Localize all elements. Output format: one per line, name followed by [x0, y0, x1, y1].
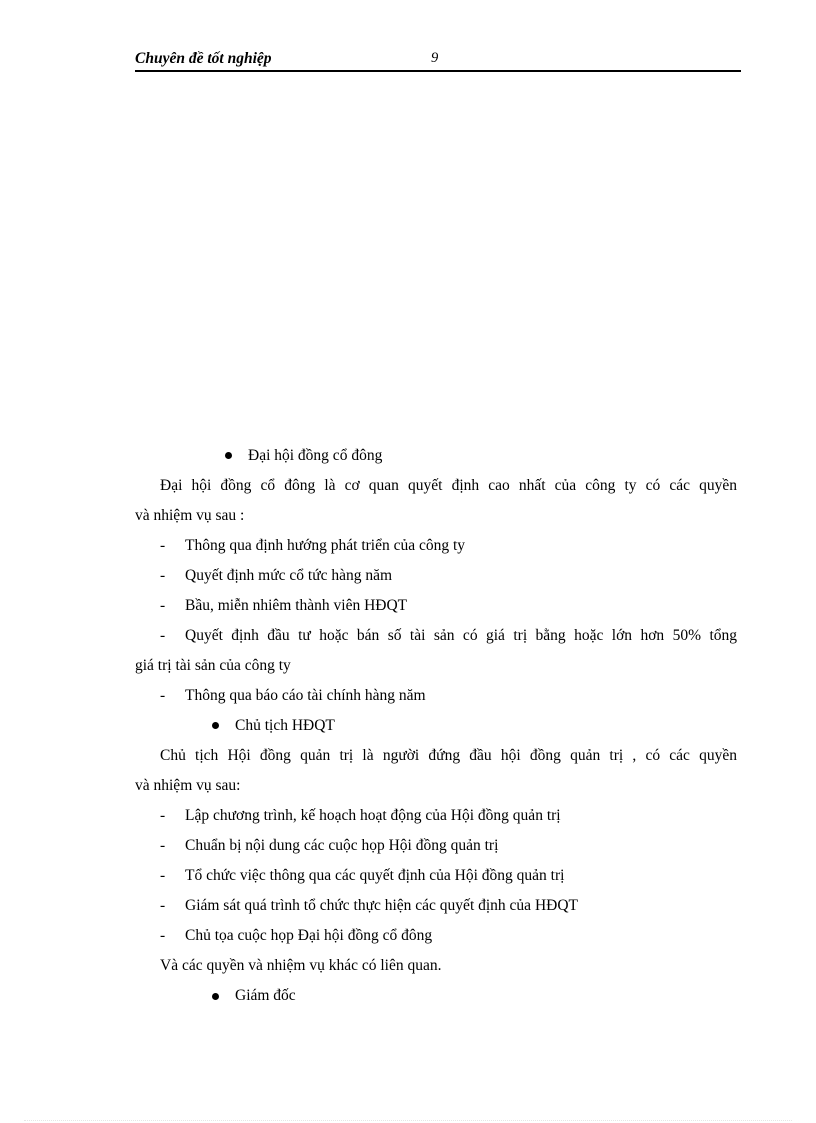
section-heading: Đại hội đồng cổ đông: [248, 447, 383, 464]
list-item: Giám sát quá trình tổ chức thực hiện các quyết định của HĐQT: [185, 897, 578, 914]
bullet-icon: [212, 722, 219, 729]
paragraph-line: Chủ tịch Hội đồng quản trị là người đứng đầu hội đồng quản trị , có các quyền: [160, 747, 737, 764]
section-heading: Giám đốc: [235, 987, 296, 1004]
paragraph-line: và nhiệm vụ sau:: [135, 777, 241, 794]
bullet-icon: [225, 452, 232, 459]
list-dash: -: [160, 687, 166, 704]
list-item: Thông qua báo cáo tài chính hàng năm: [185, 687, 426, 704]
list-item: Tổ chức việc thông qua các quyết định của Hội đồng quản trị: [185, 867, 565, 884]
paragraph-line: Và các quyền và nhiệm vụ khác có liên quan.: [160, 957, 442, 974]
list-dash: -: [160, 837, 166, 854]
list-item: Thông qua định hướng phát triển của công ty: [185, 537, 466, 554]
bullet-icon: [212, 993, 219, 1000]
list-item: Chủ tọa cuộc họp Đại hội đồng cổ đông: [185, 927, 433, 944]
section-heading: Chủ tịch HĐQT: [235, 717, 335, 734]
list-dash: -: [160, 867, 166, 884]
list-item-continuation: giá trị tài sản của công ty: [135, 657, 291, 674]
list-item: Lập chương trình, kế hoạch hoạt động của Hội đồng quản trị: [185, 807, 561, 824]
list-dash: -: [160, 567, 166, 584]
list-item: Quyết định đầu tư hoặc bán số tài sản có giá trị bằng hoặc lớn hơn 50% tổng: [185, 627, 737, 644]
page-header: [135, 46, 741, 72]
list-dash: -: [160, 897, 166, 914]
document-title: Chuyên đề tốt nghiệp: [135, 50, 272, 67]
list-dash: -: [160, 807, 166, 824]
list-dash: -: [160, 537, 166, 554]
paragraph-line: Đại hội đồng cổ đông là cơ quan quyết định cao nhất của công ty có các quyền: [160, 477, 737, 494]
list-dash: -: [160, 627, 166, 644]
page-number: 9: [431, 50, 439, 66]
list-item: Quyết định mức cổ tức hàng năm: [185, 567, 393, 584]
list-item: Bầu, miễn nhiêm thành viên HĐQT: [185, 597, 408, 614]
list-dash: -: [160, 927, 166, 944]
list-dash: -: [160, 597, 166, 614]
paragraph-line: và nhiệm vụ sau :: [135, 507, 245, 524]
page-bottom-rule: [24, 1120, 792, 1121]
list-item: Chuẩn bị nội dung các cuộc họp Hội đồng quản trị: [185, 837, 499, 854]
